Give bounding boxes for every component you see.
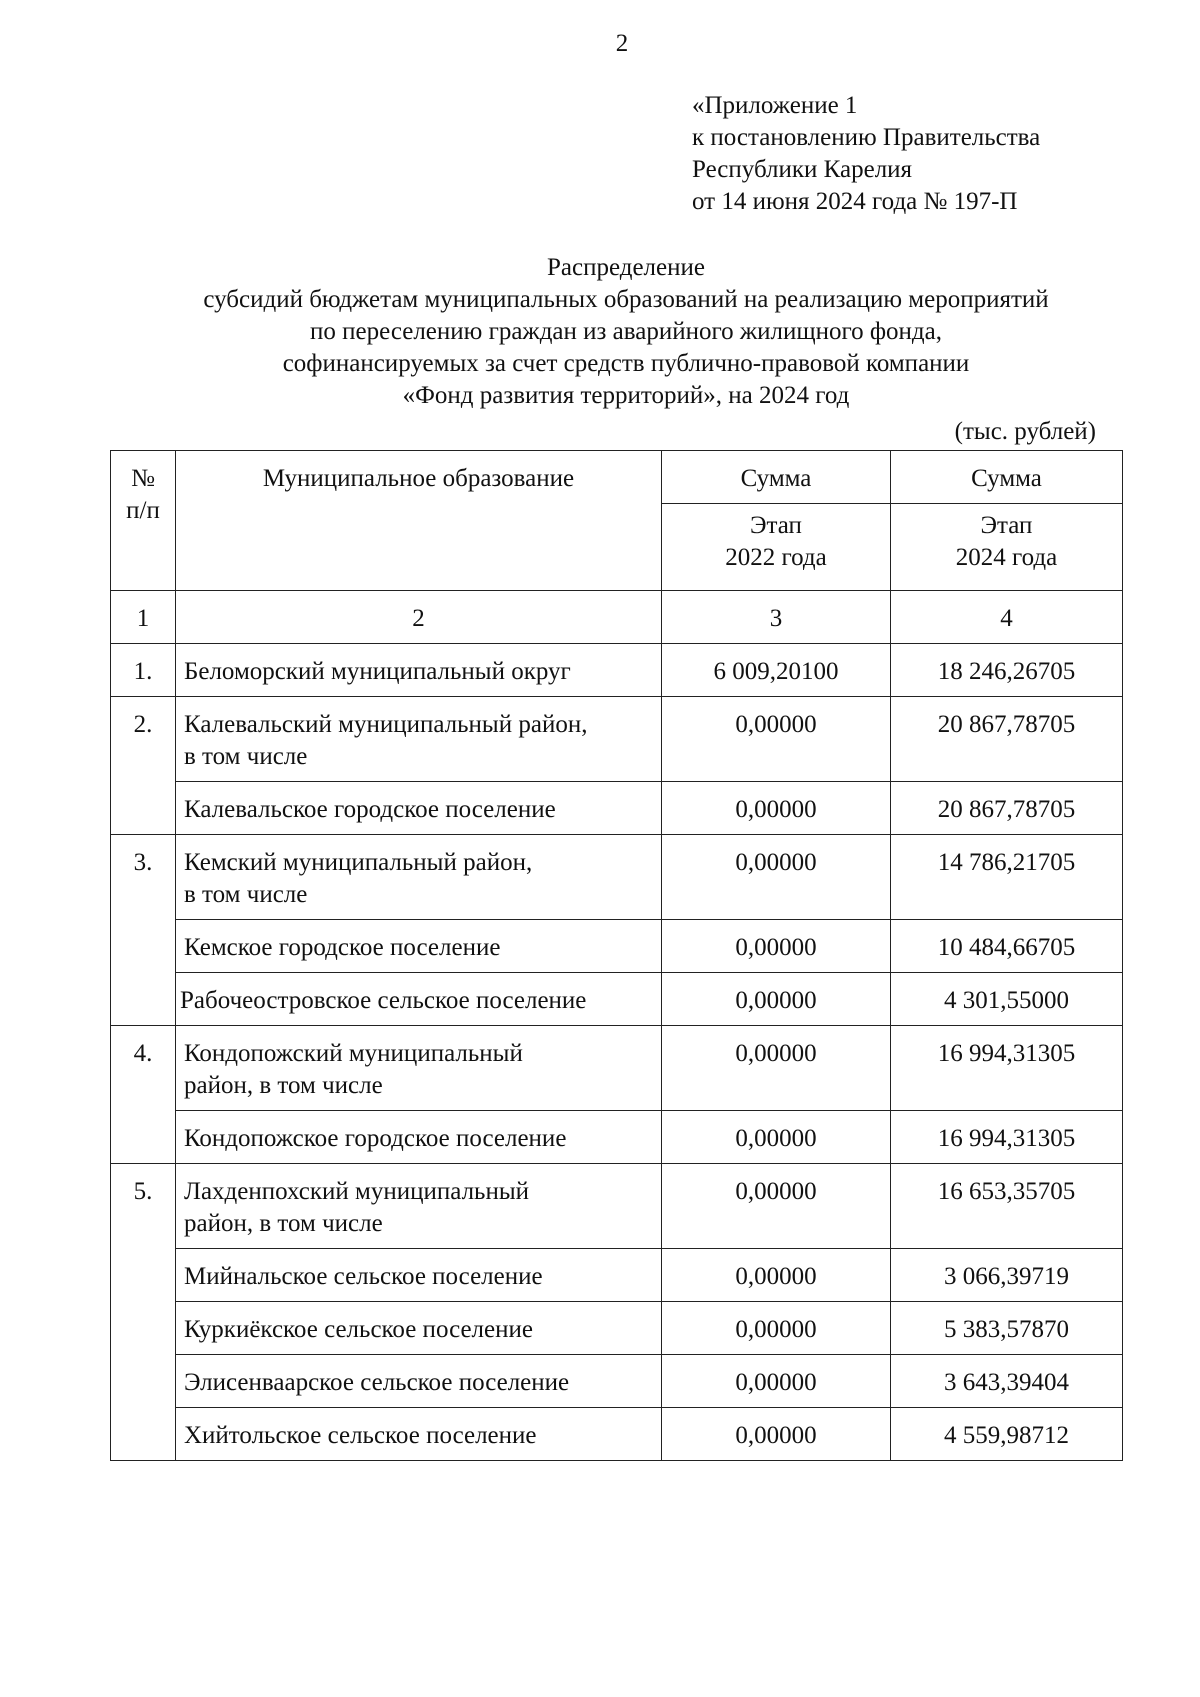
row-sum-2024: 18 246,26705 bbox=[891, 644, 1123, 697]
title-line: Распределение bbox=[547, 254, 705, 281]
row-municipality: Калевальское городское поселение bbox=[176, 782, 662, 835]
units-label: (тыс. рублей) bbox=[954, 418, 1096, 445]
header-row bbox=[111, 451, 1123, 504]
header-stage-2024 bbox=[891, 504, 1123, 591]
row-municipality: Кемское городское поселение bbox=[176, 920, 662, 973]
table-row bbox=[111, 644, 1123, 697]
table-row bbox=[111, 697, 1123, 782]
title-line: «Фонд развития территорий», на 2024 год bbox=[402, 382, 850, 409]
row-municipality-line: Лахденпохский муниципальный bbox=[184, 1178, 529, 1205]
stage-line: 2024 года bbox=[955, 544, 1058, 571]
subsidy-table bbox=[110, 450, 1123, 1461]
header-municipality: Муниципальное образование bbox=[176, 451, 662, 591]
row-sum-2022: 0,00000 bbox=[662, 1111, 891, 1164]
header-sum-2022: Сумма bbox=[662, 451, 891, 504]
row-sum-2024: 5 383,57870 bbox=[891, 1302, 1123, 1355]
title-line: по переселению граждан из аварийного жилищного фонда, bbox=[310, 318, 942, 345]
table-row bbox=[111, 1408, 1123, 1461]
row-municipality-line: в том числе bbox=[184, 743, 308, 770]
table-row bbox=[111, 920, 1123, 973]
row-sum-2022: 0,00000 bbox=[662, 697, 891, 782]
row-number: 2. bbox=[111, 697, 176, 835]
row-number: 1. bbox=[111, 644, 176, 697]
header-num-line: п/п bbox=[126, 497, 160, 524]
row-municipality: Мийнальское сельское поселение bbox=[176, 1249, 662, 1302]
row-sum-2024: 20 867,78705 bbox=[891, 782, 1123, 835]
table-row bbox=[111, 973, 1123, 1026]
row-sum-2024: 16 994,31305 bbox=[891, 1111, 1123, 1164]
column-number: 4 bbox=[891, 591, 1123, 644]
row-municipality bbox=[176, 835, 662, 920]
appendix-line: от 14 июня 2024 года № 197-П bbox=[692, 188, 1018, 215]
header-num-line: № bbox=[131, 465, 155, 492]
row-sum-2024: 4 301,55000 bbox=[891, 973, 1123, 1026]
table-row bbox=[111, 1026, 1123, 1111]
table-row bbox=[111, 1164, 1123, 1249]
header-stage-2022 bbox=[662, 504, 891, 591]
row-sum-2022: 0,00000 bbox=[662, 920, 891, 973]
row-sum-2022: 0,00000 bbox=[662, 1026, 891, 1111]
table-row bbox=[111, 1249, 1123, 1302]
appendix-line: «Приложение 1 bbox=[692, 92, 858, 119]
row-sum-2022: 0,00000 bbox=[662, 835, 891, 920]
row-number: 5. bbox=[111, 1164, 176, 1461]
row-sum-2022: 0,00000 bbox=[662, 1355, 891, 1408]
table-row bbox=[111, 835, 1123, 920]
header-sum-2024: Сумма bbox=[891, 451, 1123, 504]
row-sum-2022: 0,00000 bbox=[662, 782, 891, 835]
table-row bbox=[111, 1302, 1123, 1355]
row-municipality: Куркиёкское сельское поселение bbox=[176, 1302, 662, 1355]
row-number: 3. bbox=[111, 835, 176, 1026]
row-sum-2022: 0,00000 bbox=[662, 1164, 891, 1249]
title-line: субсидий бюджетам муниципальных образований на реализацию мероприятий bbox=[203, 286, 1049, 313]
document-title bbox=[120, 252, 1132, 412]
appendix-line: Республики Карелия bbox=[692, 156, 913, 183]
row-sum-2024: 16 994,31305 bbox=[891, 1026, 1123, 1111]
row-sum-2024: 14 786,21705 bbox=[891, 835, 1123, 920]
row-sum-2024: 16 653,35705 bbox=[891, 1164, 1123, 1249]
row-sum-2022: 6 009,20100 bbox=[662, 644, 891, 697]
row-municipality: Кондопожское городское поселение bbox=[176, 1111, 662, 1164]
stage-line: Этап bbox=[980, 512, 1033, 539]
row-municipality-line: Кондопожский муниципальный bbox=[184, 1040, 523, 1067]
row-sum-2022: 0,00000 bbox=[662, 1408, 891, 1461]
row-municipality bbox=[176, 1026, 662, 1111]
row-municipality-line: Кемский муниципальный район, bbox=[184, 849, 533, 876]
row-municipality-line: район, в том числе bbox=[184, 1072, 383, 1099]
row-municipality-line: Калевальский муниципальный район, bbox=[184, 711, 588, 738]
column-number-row bbox=[111, 591, 1123, 644]
table-row bbox=[111, 1355, 1123, 1408]
table-row bbox=[111, 1111, 1123, 1164]
stage-line: Этап bbox=[750, 512, 802, 539]
stage-line: 2022 года bbox=[725, 544, 827, 571]
header-num bbox=[111, 451, 176, 591]
row-number: 4. bbox=[111, 1026, 176, 1164]
row-sum-2022: 0,00000 bbox=[662, 1302, 891, 1355]
row-municipality: Хийтольское сельское поселение bbox=[176, 1408, 662, 1461]
row-municipality-line: район, в том числе bbox=[184, 1210, 383, 1237]
row-municipality bbox=[176, 697, 662, 782]
row-sum-2024: 3 066,39719 bbox=[891, 1249, 1123, 1302]
row-municipality bbox=[176, 1164, 662, 1249]
row-sum-2024: 10 484,66705 bbox=[891, 920, 1123, 973]
table-row bbox=[111, 782, 1123, 835]
appendix-reference bbox=[692, 90, 1040, 218]
appendix-line: к постановлению Правительства bbox=[692, 124, 1041, 151]
row-municipality: Элисенваарское сельское поселение bbox=[176, 1355, 662, 1408]
column-number: 3 bbox=[662, 591, 891, 644]
row-sum-2022: 0,00000 bbox=[662, 973, 891, 1026]
row-municipality: Рабочеостровское сельское поселение bbox=[176, 973, 662, 1026]
row-sum-2024: 4 559,98712 bbox=[891, 1408, 1123, 1461]
column-number: 2 bbox=[176, 591, 662, 644]
page-number: 2 bbox=[615, 30, 629, 57]
title-line: софинансируемых за счет средств публично-правовой компании bbox=[282, 350, 970, 377]
row-municipality: Беломорский муниципальный округ bbox=[176, 644, 662, 697]
row-sum-2024: 20 867,78705 bbox=[891, 697, 1123, 782]
column-number: 1 bbox=[111, 591, 176, 644]
row-sum-2022: 0,00000 bbox=[662, 1249, 891, 1302]
row-sum-2024: 3 643,39404 bbox=[891, 1355, 1123, 1408]
row-municipality-line: в том числе bbox=[184, 881, 308, 908]
